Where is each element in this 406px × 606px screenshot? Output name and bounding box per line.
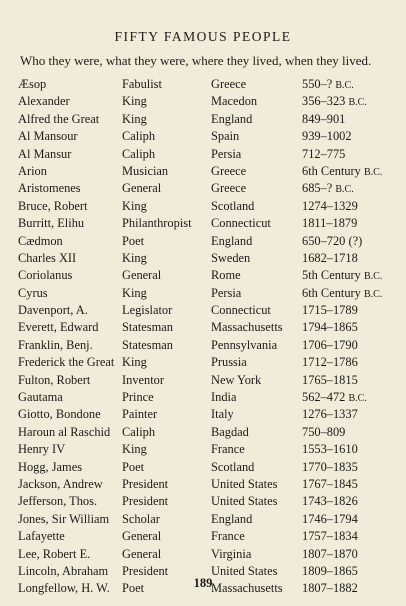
person-name: Burritt, Elihu xyxy=(18,216,85,231)
person-dates xyxy=(302,528,358,545)
date-range: 356–323 xyxy=(302,94,346,109)
person-role: Statesman xyxy=(122,320,173,335)
page-title: FIFTY FAMOUS PEOPLE xyxy=(114,29,292,44)
person-name: Everett, Edward xyxy=(18,320,99,335)
date-range: 685–? xyxy=(302,181,333,196)
table-row xyxy=(14,180,392,197)
person-dates xyxy=(302,319,358,336)
date-range: 1553–1610 xyxy=(302,442,358,457)
person-role: King xyxy=(122,442,147,457)
date-range: 1809–1865 xyxy=(302,563,358,578)
person-name: Jones, Sir William xyxy=(18,511,110,526)
table-row xyxy=(14,250,392,267)
person-dates xyxy=(302,546,358,563)
person-dates xyxy=(302,111,345,128)
table-row xyxy=(14,76,392,93)
date-range: 1274–1329 xyxy=(302,198,358,213)
person-name: Aristomenes xyxy=(18,181,81,196)
person-place: Greece xyxy=(211,181,247,196)
person-name: Coriolanus xyxy=(18,268,73,283)
date-range: 1743–1826 xyxy=(302,494,358,509)
person-place: Connecticut xyxy=(211,303,271,318)
person-name: Longfellow, H. W. xyxy=(18,581,110,596)
person-role: King xyxy=(122,111,147,126)
person-place: Massachusetts xyxy=(211,320,283,335)
person-name: Davenport, A. xyxy=(18,303,88,318)
table-row xyxy=(14,198,392,215)
person-name: Jackson, Andrew xyxy=(18,476,103,491)
date-range: 750–809 xyxy=(302,424,346,439)
person-place: Massachusetts xyxy=(211,581,283,596)
person-role: Scholar xyxy=(122,511,160,526)
person-place: India xyxy=(211,390,237,405)
era-label: B.C. xyxy=(363,271,383,283)
date-range: 550–? xyxy=(302,77,333,91)
table-row xyxy=(14,424,392,441)
person-name: Jefferson, Thos. xyxy=(18,494,98,509)
person-place: New York xyxy=(211,372,262,387)
date-range: 650–720 (?) xyxy=(302,233,363,248)
person-dates xyxy=(302,459,358,476)
date-range: 712–775 xyxy=(302,146,346,161)
table-row xyxy=(14,389,392,406)
person-role: General xyxy=(122,268,162,283)
person-place: Greece xyxy=(211,163,247,178)
table-row xyxy=(14,233,392,250)
person-role: Poet xyxy=(122,233,145,248)
person-dates xyxy=(302,302,358,319)
table-row xyxy=(14,163,392,180)
table-row xyxy=(14,354,392,371)
person-role: President xyxy=(122,494,169,509)
date-range: 1767–1845 xyxy=(302,476,358,491)
person-dates xyxy=(302,441,358,458)
date-range: 6th Century xyxy=(302,285,361,300)
date-range: 1757–1834 xyxy=(302,529,358,544)
person-dates xyxy=(302,146,345,163)
person-role: King xyxy=(122,94,147,109)
person-place: Persia xyxy=(211,146,242,161)
person-dates xyxy=(302,250,358,267)
person-dates xyxy=(302,493,358,510)
person-role: King xyxy=(122,250,147,265)
person-dates xyxy=(302,476,358,493)
person-place: Prussia xyxy=(211,355,247,370)
date-range: 6th Century xyxy=(302,163,361,178)
table-row xyxy=(14,528,392,545)
person-dates xyxy=(302,354,358,371)
person-name: Charles XII xyxy=(18,250,77,265)
person-dates xyxy=(302,233,362,250)
person-place: Macedon xyxy=(211,94,258,109)
person-name: Alfred the Great xyxy=(18,111,100,126)
person-place: France xyxy=(211,442,245,457)
table-row xyxy=(14,337,392,354)
person-place: Persia xyxy=(211,285,242,300)
person-dates xyxy=(302,163,382,181)
person-dates xyxy=(302,198,358,215)
person-name: Frederick the Great xyxy=(18,355,115,370)
table-row xyxy=(14,441,392,458)
table-row xyxy=(14,511,392,528)
person-dates xyxy=(302,215,357,232)
person-place: Italy xyxy=(211,407,234,422)
table-row xyxy=(14,146,392,163)
person-role: Caliph xyxy=(122,424,156,439)
person-place: England xyxy=(211,511,253,526)
person-place: England xyxy=(211,111,253,126)
date-range: 1712–1786 xyxy=(302,355,358,370)
person-place: Spain xyxy=(211,129,240,144)
date-range: 1807–1870 xyxy=(302,546,358,561)
person-name: Giotto, Bondone xyxy=(18,407,101,422)
table-row xyxy=(14,372,392,389)
table-row xyxy=(14,302,392,319)
date-range: 1706–1790 xyxy=(302,337,358,352)
date-range: 849–901 xyxy=(302,111,346,126)
table-row xyxy=(14,406,392,423)
table-row xyxy=(14,285,392,302)
date-range: 562–472 xyxy=(302,390,346,405)
person-name: Al Mansur xyxy=(18,146,72,161)
date-range: 939–1002 xyxy=(302,129,352,144)
person-place: Pennsylvania xyxy=(211,337,278,352)
person-dates xyxy=(302,128,352,145)
era-label: B.C. xyxy=(363,288,383,300)
person-role: Painter xyxy=(122,407,158,422)
person-place: United States xyxy=(211,494,278,509)
person-place: Sweden xyxy=(211,250,251,265)
person-name: Fulton, Robert xyxy=(18,372,91,387)
table-row xyxy=(14,546,392,563)
table-row xyxy=(14,476,392,493)
person-role: Musician xyxy=(122,163,169,178)
person-role: Caliph xyxy=(122,129,156,144)
person-name: Arion xyxy=(18,163,47,178)
person-dates xyxy=(302,337,358,354)
person-dates xyxy=(302,180,354,198)
person-role: Prince xyxy=(122,390,154,405)
person-place: United States xyxy=(211,476,278,491)
person-role: King xyxy=(122,198,147,213)
person-name: Æsop xyxy=(18,77,47,91)
person-dates xyxy=(302,93,367,111)
person-place: Greece xyxy=(211,77,247,91)
person-name: Cædmon xyxy=(18,233,63,248)
person-place: Virginia xyxy=(211,546,252,561)
date-range: 1765–1815 xyxy=(302,372,358,387)
person-place: United States xyxy=(211,563,278,578)
person-place: Bagdad xyxy=(211,424,249,439)
person-role: Philanthropist xyxy=(122,216,192,231)
era-label: B.C. xyxy=(348,393,367,405)
person-dates xyxy=(302,424,345,441)
person-dates xyxy=(302,76,354,94)
person-name: Hogg, James xyxy=(18,459,83,474)
person-role: Poet xyxy=(122,459,145,474)
person-role: Inventor xyxy=(122,372,164,387)
person-role: President xyxy=(122,476,169,491)
person-place: Scotland xyxy=(211,459,255,474)
people-table xyxy=(14,76,392,598)
table-row xyxy=(14,128,392,145)
person-role: Statesman xyxy=(122,337,173,352)
person-place: Connecticut xyxy=(211,216,271,231)
era-label: B.C. xyxy=(363,166,383,178)
person-role: General xyxy=(122,181,162,196)
date-range: 1715–1789 xyxy=(302,303,358,318)
person-role: Caliph xyxy=(122,146,156,161)
table-row xyxy=(14,267,392,284)
person-dates xyxy=(302,389,367,407)
date-range: 1794–1865 xyxy=(302,320,358,335)
person-name: Lee, Robert E. xyxy=(18,546,91,561)
era-label: B.C. xyxy=(335,80,354,91)
person-dates xyxy=(302,267,382,285)
person-place: Scotland xyxy=(211,198,255,213)
person-dates xyxy=(302,406,358,423)
person-name: Lafayette xyxy=(18,529,65,544)
person-dates xyxy=(302,511,358,528)
person-role: General xyxy=(122,546,162,561)
table-row xyxy=(14,93,392,110)
person-dates xyxy=(302,285,382,303)
table-row xyxy=(14,319,392,336)
date-range: 1682–1718 xyxy=(302,250,358,265)
person-dates xyxy=(302,372,358,389)
date-range: 1807–1882 xyxy=(302,581,358,596)
person-role: Poet xyxy=(122,581,145,596)
person-place: England xyxy=(211,233,253,248)
person-role: King xyxy=(122,285,147,300)
person-name: Gautama xyxy=(18,390,63,405)
person-name: Franklin, Benj. xyxy=(18,337,93,352)
person-name: Haroun al Raschid xyxy=(18,424,111,439)
person-name: Lincoln, Abraham xyxy=(18,563,109,578)
table-row xyxy=(14,459,392,476)
person-role: Fabulist xyxy=(122,77,162,91)
person-role: President xyxy=(122,563,169,578)
person-place: France xyxy=(211,529,245,544)
person-place: Rome xyxy=(211,268,241,283)
page-subtitle: Who they were, what they were, where they lived, when they lived. xyxy=(20,53,372,68)
date-range: 1811–1879 xyxy=(302,216,358,231)
person-role: King xyxy=(122,355,147,370)
date-range: 5th Century xyxy=(302,268,361,283)
person-role: General xyxy=(122,529,162,544)
person-name: Alexander xyxy=(18,94,70,109)
person-name: Henry IV xyxy=(18,442,66,457)
page-number: 189 xyxy=(193,576,213,590)
table-row xyxy=(14,215,392,232)
era-label: B.C. xyxy=(335,184,354,196)
person-role: Legislator xyxy=(122,303,173,318)
person-name: Cyrus xyxy=(18,285,48,300)
table-row xyxy=(14,493,392,510)
date-range: 1276–1337 xyxy=(302,407,358,422)
era-label: B.C. xyxy=(348,97,367,109)
table-row xyxy=(14,111,392,128)
date-range: 1770–1835 xyxy=(302,459,358,474)
person-name: Al Mansour xyxy=(18,129,78,144)
person-name: Bruce, Robert xyxy=(18,198,88,213)
date-range: 1746–1794 xyxy=(302,511,358,526)
